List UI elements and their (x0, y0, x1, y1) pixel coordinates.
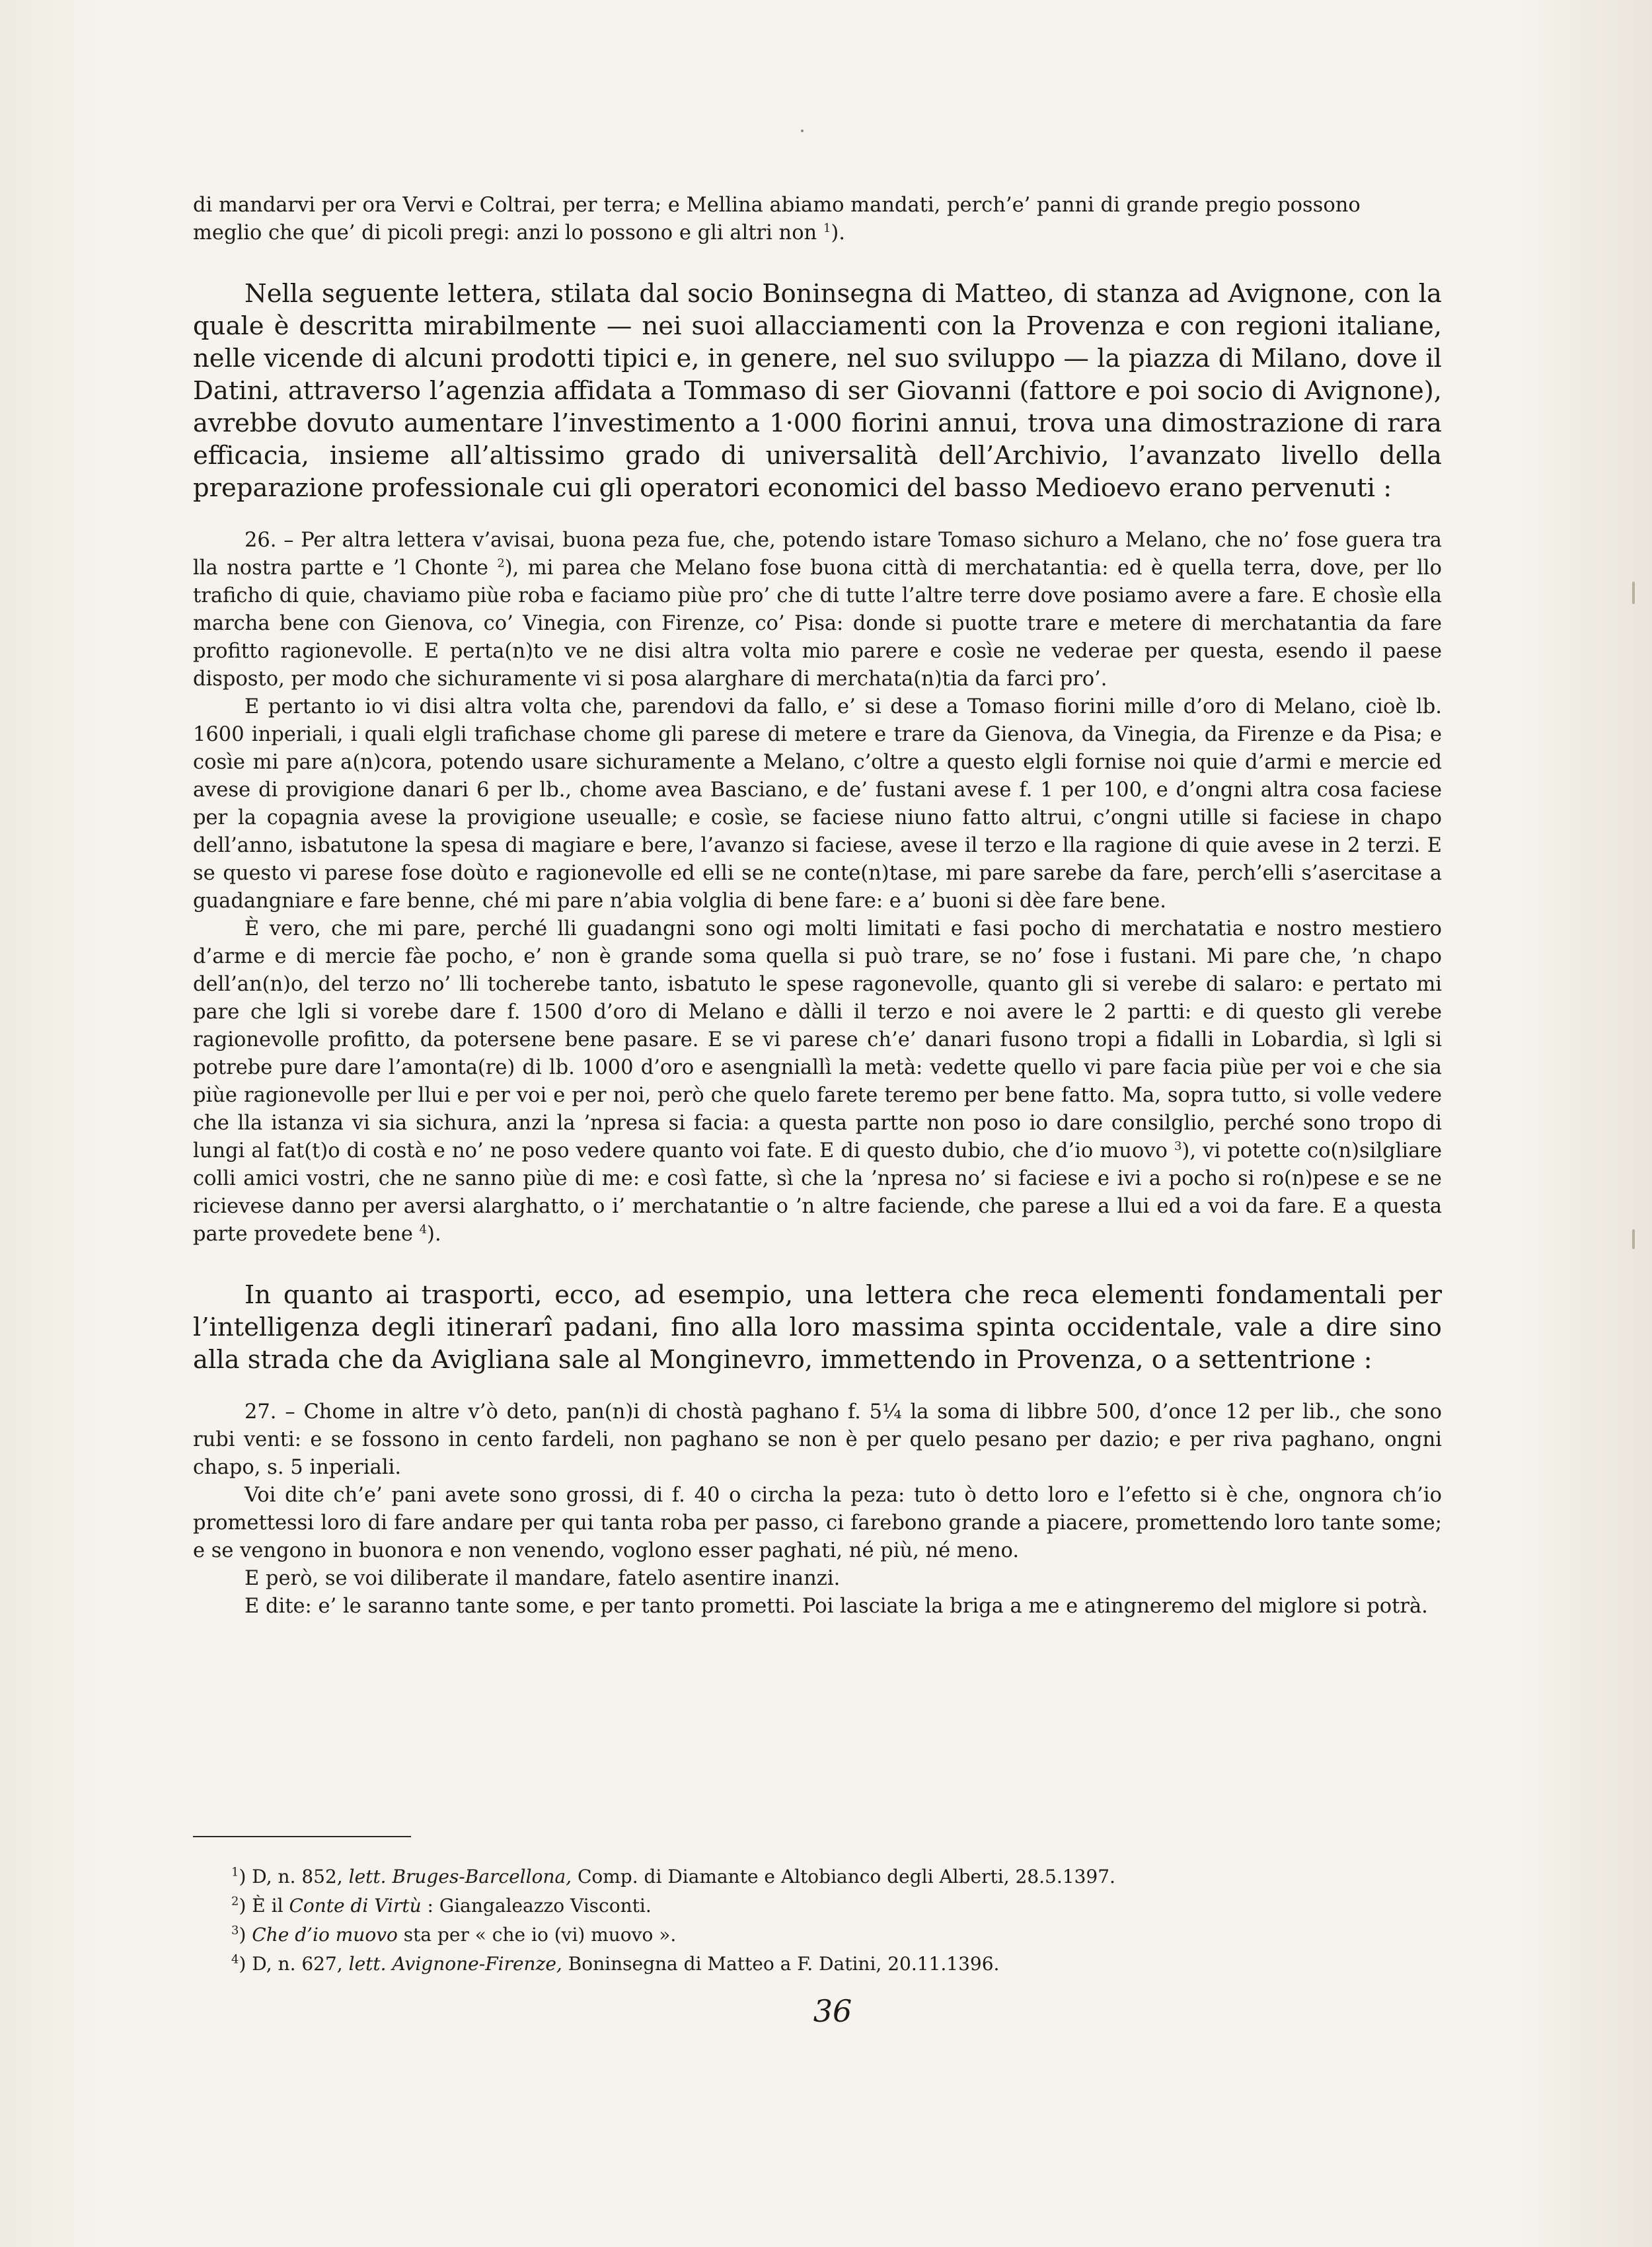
footnote-1: $^1$) D, n. 852, lett. Bruges-Barcellona, Comp. di Diamante e Altobianco degli Alberti, 28.5.1397. (231, 1865, 1115, 1887)
scan-speck (801, 130, 804, 132)
letter-27-paragraph-3: E però, se voi diliberate il mandare, fatelo asentire inanzi. (244, 1567, 841, 1590)
footnote-mark: 3 (231, 1923, 239, 1938)
footnote-text: : Giangaleazzo Visconti. (421, 1895, 652, 1917)
footnote-italic: lett. Avignone-Firenze, (348, 1953, 562, 1975)
page-number: 36 (813, 1993, 852, 2029)
footnote-mark: 2 (231, 1894, 239, 1909)
commentary-paragraph-2 (193, 1279, 1442, 1376)
commentary-paragraph-1 (193, 278, 1442, 504)
footnote-separator (193, 1836, 411, 1837)
footnote-text: D, n. 852, (252, 1866, 349, 1887)
letter-26-text-d: ), vi potette co(n)silgliare colli amici vostri, che ne sanno piùe di me: e così fatte, sì che la ’npresa no’ si faciese e ivi a pocho si ro(n)pese e se ne ricievese danno per aversi alarghatto, o i’ merchatantie o ’n altre faciende, che parese a llui ed a voi da fare. E a questa parte provedete bene (193, 1139, 1442, 1246)
footnote-text: sta per « che io (vi) muovo ». (397, 1924, 677, 1946)
footnote-2: $^2$) È il Conte di Virtù : Giangaleazzo Visconti. (231, 1894, 652, 1917)
letter-26-text-e: ). (427, 1223, 441, 1246)
footnote-italic: Che d’io muovo (252, 1924, 398, 1946)
footnote-text: Boninsegna di Matteo a F. Datini, 20.11.1396. (562, 1953, 1000, 1975)
intro-line-2-end: ). (831, 221, 845, 245)
commentary-text-1: Nella seguente lettera, stilata dal socio Boninsegna di Matteo, di stanza ad Avignone, con la quale è descritta mirabilmente — nei suoi allacciamenti con la Provenza e con regioni italiane, nelle vicende di alcuni prodotti tipici e, in genere, nel suo sviluppo — la piazza di Milano, dove il Datini, attraverso l’agenzia affidata a Tommaso di ser Giovanni (fattore e poi socio di Avignone), avrebbe dovuto aumentare l’investimento a 1·000 fiorini annui, trova una dimostrazione di rara efficacia, insieme all’altissimo grado di universalità dell’Archivio, l’avanzato livello della preparazione professionale cui gli operatori economici del basso Medioevo erano pervenuti : (193, 279, 1442, 503)
footnote-3: $^3$) Che d’io muovo sta per « che io (vi) muovo ». (231, 1923, 677, 1946)
footnote-text: È il (252, 1895, 289, 1917)
footnote-italic: Conte di Virtù (289, 1895, 422, 1917)
letter-27 (193, 1398, 1442, 1620)
footnote-4: $^4$) D, n. 627, lett. Avignone-Firenze, Boninsegna di Matteo a F. Datini, 20.11.1396. (231, 1952, 1000, 1975)
footnote-text: D, n. 627, (252, 1953, 349, 1975)
intro-fragment (193, 192, 1442, 247)
letter-27-paragraph-4: E dite: e’ le saranno tante some, e per tanto prometti. Poi lasciate la briga a me e atingneremo del miglore si potrà. (244, 1595, 1428, 1618)
letter-26-text-c: È vero, che mi pare, perché lli guadangni sono ogi molti limitati e fasi pocho di merchatatia e nostro mestiero d’arme e di mercie fàe pocho, e’ non è grande soma quella si può trare, se no’ fose i fustani. Mi pare che, ’n chapo dell’an(n)o, del terzo no’ lli tocherebe tanto, isbatuto le spese ragonevolle, quanto gli si verebe di salaro: e pertato mi pare che lgli si vorebe dare f. 1500 d’oro di Melano e dàlli il terzo e noi avere le 2 partti: e di questo gli verebe ragionevolle profitto, da potersene bene pasare. E se vi parese ch’e’ danari fusono tropi a fidalli in Lobardia, sì lgli si potrebe pure dare l’amonta(re) di lb. 1000 d’oro e asengniallì la metà: vedette quello vi pare facia piùe per voi e che sia piùe ragionevolle per llui e per voi e per noi, però che quelo farete teremo per bene fatto. Ma, sopra tutto, si volle vedere che lla istanza vi sia sichura, anzi la ’npresa si facia: a questa partte non poso io dare consilglio, perché sono tropo di lungi al fat(t)o di costà e no’ ne poso vedere quanto voi fate. E di questo dubio, che d’io muovo (193, 917, 1442, 1162)
bleed-through-mark (1632, 1229, 1635, 1249)
letter-26-text-b: ), mi parea che Melano fose buona città di merchatantia: ed è quella terra, dove, per llo traficho di quie, chaviamo piùe roba e faciamo piùe pro’ che di tutte l’altre terre dove posiamo avere a fare. E chosìe ella marcha bene con Gienova, co’ Vinegia, con Firenze, co’ Pisa: donde si puotte trare e metere di merchatantia da fare profitto ragionevolle. E perta(n)to ve ne disi altra volta mio parere e cosìe ne vederae per questa, esendo il paese disposto, per modo che sichuramente vi si posa alarghare di merchata(n)tia da farci pro’. (193, 556, 1442, 691)
footnote-mark: 4 (231, 1952, 239, 1967)
letter-27-paragraph-2: Voi dite ch’e’ pani avete sono grossi, di f. 40 o circha la peza: tuto ò detto loro e l’efetto si è che, ongnora ch’io promettessi loro di fare andare per qui tanta roba per passo, ci farebono grande a piacere, promettendo loro tante some; e se vengono in buonora e non venendo, voglono esser paghati, né più, né meno. (193, 1484, 1442, 1562)
intro-line-2-text: meglio che que’ di picoli pregi: anzi lo possono e gli altri non (193, 221, 817, 245)
footnote-ref: 3 (1174, 1139, 1182, 1153)
commentary-text-2: In quanto ai trasporti, ecco, ad esempio, una lettera che reca elementi fondamentali per l’intelligenza degli itinerarî padani, fino alla loro massima spinta occidentale, vale a dire sino alla strada che da Avigliana sale al Monginevro, immettendo in Provenza, o a settentrione : (193, 1280, 1442, 1375)
footnotes (231, 1862, 1421, 1979)
footnote-text: Comp. di Diamante e Altobianco degli Alberti, 28.5.1397. (572, 1866, 1115, 1887)
intro-line-2 (193, 219, 1442, 247)
letter-26-text-a: 26. – Per altra lettera v’avisai, buona peza fue, che, potendo istare Tomaso sichuro a Melano, che no’ fose guera tra lla nostra partte e ’l Chonte (193, 529, 1442, 580)
text-column (193, 192, 1442, 1620)
letter-26 (193, 527, 1442, 1248)
footnote-ref: 1 (823, 221, 831, 235)
footnote-mark: 1 (231, 1865, 239, 1880)
letter-27-paragraph-1: 27. – Chome in altre v’ò deto, pan(n)i di chostà paghano f. 5¼ la soma di libbre 500, d’once 12 per lib., che sono rubi venti: e se fossono in cento fardeli, non paghano se non è per quelo pesano per dazio; e per riva paghano, ongni chapo, s. 5 inperiali. (193, 1400, 1442, 1479)
letter-26-paragraph-2: E pertanto io vi disi altra volta che, parendovi da fallo, e’ si dese a Tomaso fiorini mille d’oro di Melano, cioè lb. 1600 inperiali, i quali elgli trafichase chome gli parese di metere e trare da Gienova, da Vinegia, da Firenze e da Pisa; e cosìe mi pare a(n)cora, potendo usare sichuramente a Melano, c’oltre a questo elgli fornise noi quie d’armi e mercie ed avese di provigione danari 6 per lb., chome avea Basciano, e de’ fustani avese f. 1 per 100, e d’ongni altra cosa faciese per la copagnia avese la provigione useualle; e cosìe, se faciese niuno fatto altrui, c’ongni utille si faciese in chapo dell’anno, isbatutone la spesa di magiare e bere, l’avanzo si faciese, avese il terzo e lla ragione di quie avese in 2 terzi. E se questo vi parese fose doùto e ragionevolle ed elli se ne conte(n)tase, mi pare sarebe da fare, perch’elli s’asercitase a guadangniare e fare benne, ché mi pare n’abia volglia di bene fare: e a’ buoni si dèe fare bene. (193, 695, 1442, 913)
footnote-italic: lett. Bruges-Barcellona, (348, 1866, 572, 1887)
footnote-ref: 2 (497, 556, 505, 570)
bleed-through-mark (1632, 582, 1635, 604)
footnote-ref: 4 (419, 1222, 428, 1237)
intro-line-1: di mandarvi per ora Vervi e Coltrai, per terra; e Mellina abiamo mandati, perch’e’ panni di grande pregio possono (193, 194, 1361, 217)
letter-26-paragraph-3 (193, 915, 1442, 1248)
letter-26-paragraph-1 (193, 527, 1442, 693)
